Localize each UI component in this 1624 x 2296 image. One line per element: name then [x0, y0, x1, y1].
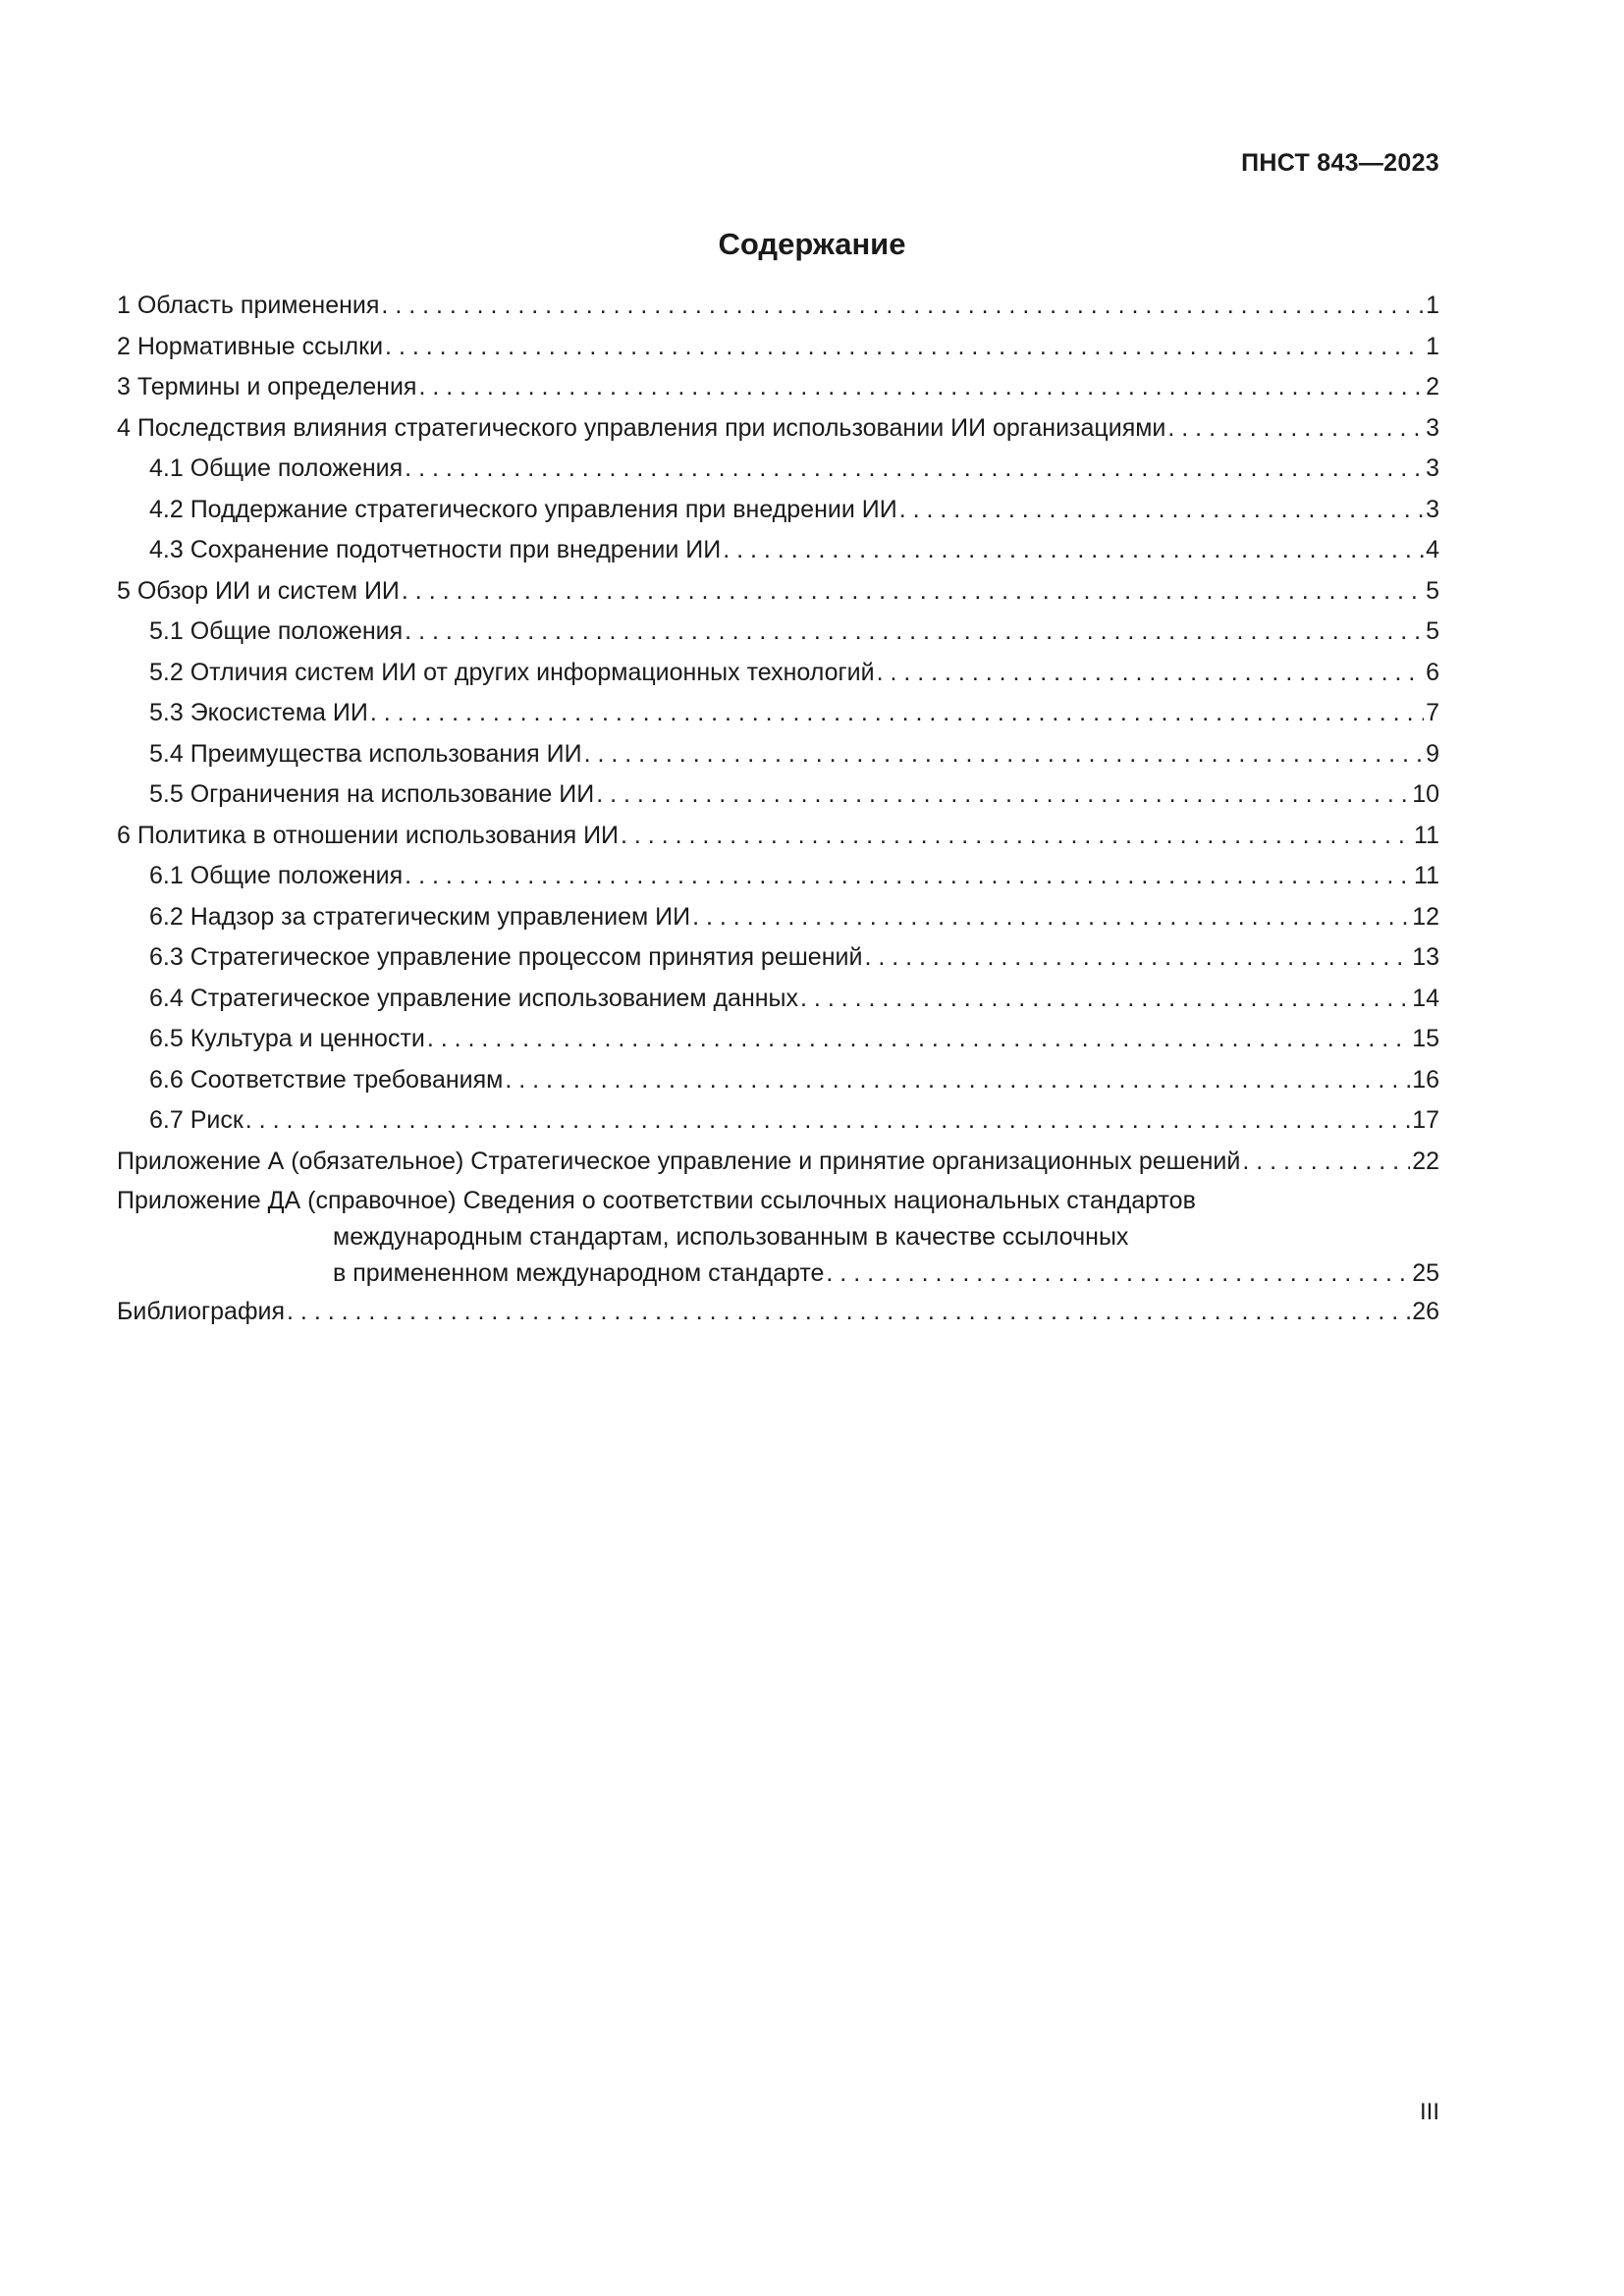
toc-page-number: 14 — [1412, 984, 1439, 1012]
toc-entry[interactable] — [117, 530, 1439, 571]
dot-leader — [692, 897, 1410, 938]
dot-leader — [864, 937, 1410, 979]
dot-leader — [405, 612, 1424, 653]
toc-page-number: 13 — [1412, 943, 1439, 971]
dot-leader — [1242, 1142, 1410, 1183]
toc-entry-title: Приложение А (обязательное) Стратегическое управление и принятие организационных решений — [117, 1147, 1241, 1175]
dot-leader — [584, 734, 1425, 775]
toc-entry-title: 6.2 Надзор за стратегическим управлением ИИ — [149, 902, 691, 931]
toc-page-number: 15 — [1412, 1025, 1439, 1052]
toc-page-number: 3 — [1426, 454, 1439, 482]
toc-entry-title: Приложение ДА (справочное) Сведения о соответствии ссылочных национальных стандартов — [117, 1187, 1196, 1214]
dot-leader — [723, 530, 1424, 571]
dot-leader — [877, 653, 1425, 694]
toc-entry-title: 4 Последствия влияния стратегического управления при использовании ИИ организациями — [117, 413, 1166, 442]
dot-leader — [402, 571, 1424, 613]
toc-entry-title: 1 Область применения — [117, 292, 380, 319]
toc-entry-title: Библиография — [117, 1298, 286, 1325]
toc-page-number: 12 — [1412, 902, 1439, 931]
toc-entry-title: 5.3 Экосистема ИИ — [149, 699, 368, 726]
toc-entry-bibliography[interactable] — [117, 1292, 1439, 1333]
toc-entry[interactable] — [117, 734, 1439, 775]
toc-page-number: 4 — [1426, 536, 1439, 563]
toc-entry[interactable] — [117, 816, 1439, 857]
toc-entry[interactable] — [117, 1060, 1439, 1101]
toc-entry[interactable] — [117, 937, 1439, 979]
toc-entry-title: 4.3 Сохранение подотчетности при внедрении ИИ — [149, 536, 722, 563]
dot-leader — [405, 449, 1424, 490]
toc-entry-title: 5.5 Ограничения на использование ИИ — [149, 780, 595, 808]
dot-leader — [245, 1100, 1410, 1142]
toc-entry-title-cont: международным стандартам, использованным в качестве ссылочных — [333, 1223, 1129, 1251]
toc-entry[interactable] — [117, 571, 1439, 613]
dot-leader — [287, 1292, 1410, 1333]
toc-entry-title: 5.2 Отличия систем ИИ от других информационных технологий — [149, 658, 875, 686]
toc-page-number: 11 — [1414, 821, 1439, 849]
dot-leader — [596, 774, 1410, 816]
toc-page-number: 17 — [1412, 1106, 1439, 1134]
toc-entry[interactable] — [117, 653, 1439, 694]
toc-page-number: 5 — [1426, 617, 1439, 645]
toc-page-number: 2 — [1426, 373, 1439, 400]
toc-entry[interactable] — [117, 897, 1439, 938]
toc-entry-title: 6.3 Стратегическое управление процессом принятия решений — [149, 943, 863, 971]
toc-entry-title: 4.2 Поддержание стратегического управления при внедрении ИИ — [149, 495, 897, 523]
toc-entry[interactable] — [117, 856, 1439, 897]
toc-entry-title-cont: в примененном международном стандарте — [333, 1259, 825, 1287]
toc-page-number: 9 — [1426, 739, 1439, 768]
toc-entry-last-line — [117, 1255, 1439, 1292]
toc-page-number: 1 — [1426, 292, 1439, 319]
toc-entry[interactable] — [117, 979, 1439, 1020]
toc-entry[interactable] — [117, 449, 1439, 490]
toc-entry-title: 5.4 Преимущества использования ИИ — [149, 739, 582, 768]
toc-page-number: 10 — [1412, 780, 1439, 808]
toc-entry-title: 6.1 Общие положения — [149, 862, 404, 889]
toc-entry[interactable] — [117, 693, 1439, 734]
toc-entry-title: 3 Термины и определения — [117, 373, 417, 400]
toc-entry[interactable] — [117, 490, 1439, 531]
dot-leader — [405, 856, 1412, 897]
toc-page-number: 25 — [1412, 1259, 1439, 1287]
dot-leader — [1167, 408, 1424, 450]
document-code: ПНСТ 843—2023 — [1241, 149, 1439, 177]
toc-entry-title: 4.1 Общие положения — [149, 454, 404, 482]
toc-page-number: 22 — [1412, 1147, 1439, 1175]
toc-entry[interactable] — [117, 408, 1439, 450]
toc-page-number: 26 — [1412, 1298, 1439, 1325]
toc-entry[interactable] — [117, 612, 1439, 653]
toc-entry[interactable] — [117, 774, 1439, 816]
toc-page-number: 16 — [1412, 1065, 1439, 1094]
table-of-contents — [117, 286, 1439, 1333]
dot-leader — [899, 490, 1424, 531]
dot-leader — [385, 327, 1424, 368]
toc-page-number: 1 — [1426, 332, 1439, 360]
dot-leader — [826, 1255, 1410, 1292]
toc-entry[interactable] — [117, 1142, 1439, 1183]
toc-entry[interactable] — [117, 327, 1439, 368]
toc-entry-title: 6.5 Культура и ценности — [149, 1025, 425, 1052]
toc-entry[interactable] — [117, 1100, 1439, 1142]
toc-entry-title: 6 Политика в отношении использования ИИ — [117, 821, 620, 849]
dot-leader — [370, 693, 1424, 734]
dot-leader — [427, 1019, 1410, 1060]
dot-leader — [800, 979, 1410, 1020]
toc-entry-title: 5 Обзор ИИ и систем ИИ — [117, 576, 400, 605]
toc-page-number: 3 — [1426, 495, 1439, 523]
page-number: III — [1419, 2099, 1439, 2125]
dot-leader — [381, 286, 1424, 327]
dot-leader — [621, 816, 1412, 857]
dot-leader — [505, 1060, 1410, 1101]
dot-leader — [418, 367, 1424, 408]
toc-heading: Содержание — [718, 227, 906, 261]
toc-entry-title: 5.1 Общие положения — [149, 617, 404, 645]
toc-entry-title: 6.4 Стратегическое управление использованием данных — [149, 984, 799, 1012]
toc-entry[interactable] — [117, 367, 1439, 408]
toc-entry-appendix-da[interactable] — [117, 1182, 1439, 1292]
toc-entry[interactable] — [117, 286, 1439, 327]
toc-page-number: 6 — [1426, 658, 1439, 686]
toc-page-number: 7 — [1426, 699, 1439, 726]
toc-entry-title: 2 Нормативные ссылки — [117, 332, 384, 360]
toc-entry-title: 6.7 Риск — [149, 1106, 244, 1134]
toc-page-number: 3 — [1426, 413, 1439, 442]
toc-page-number: 11 — [1414, 862, 1439, 889]
toc-entry[interactable] — [117, 1019, 1439, 1060]
toc-page-number: 5 — [1426, 576, 1439, 605]
toc-entry-title: 6.6 Соответствие требованиям — [149, 1065, 504, 1094]
